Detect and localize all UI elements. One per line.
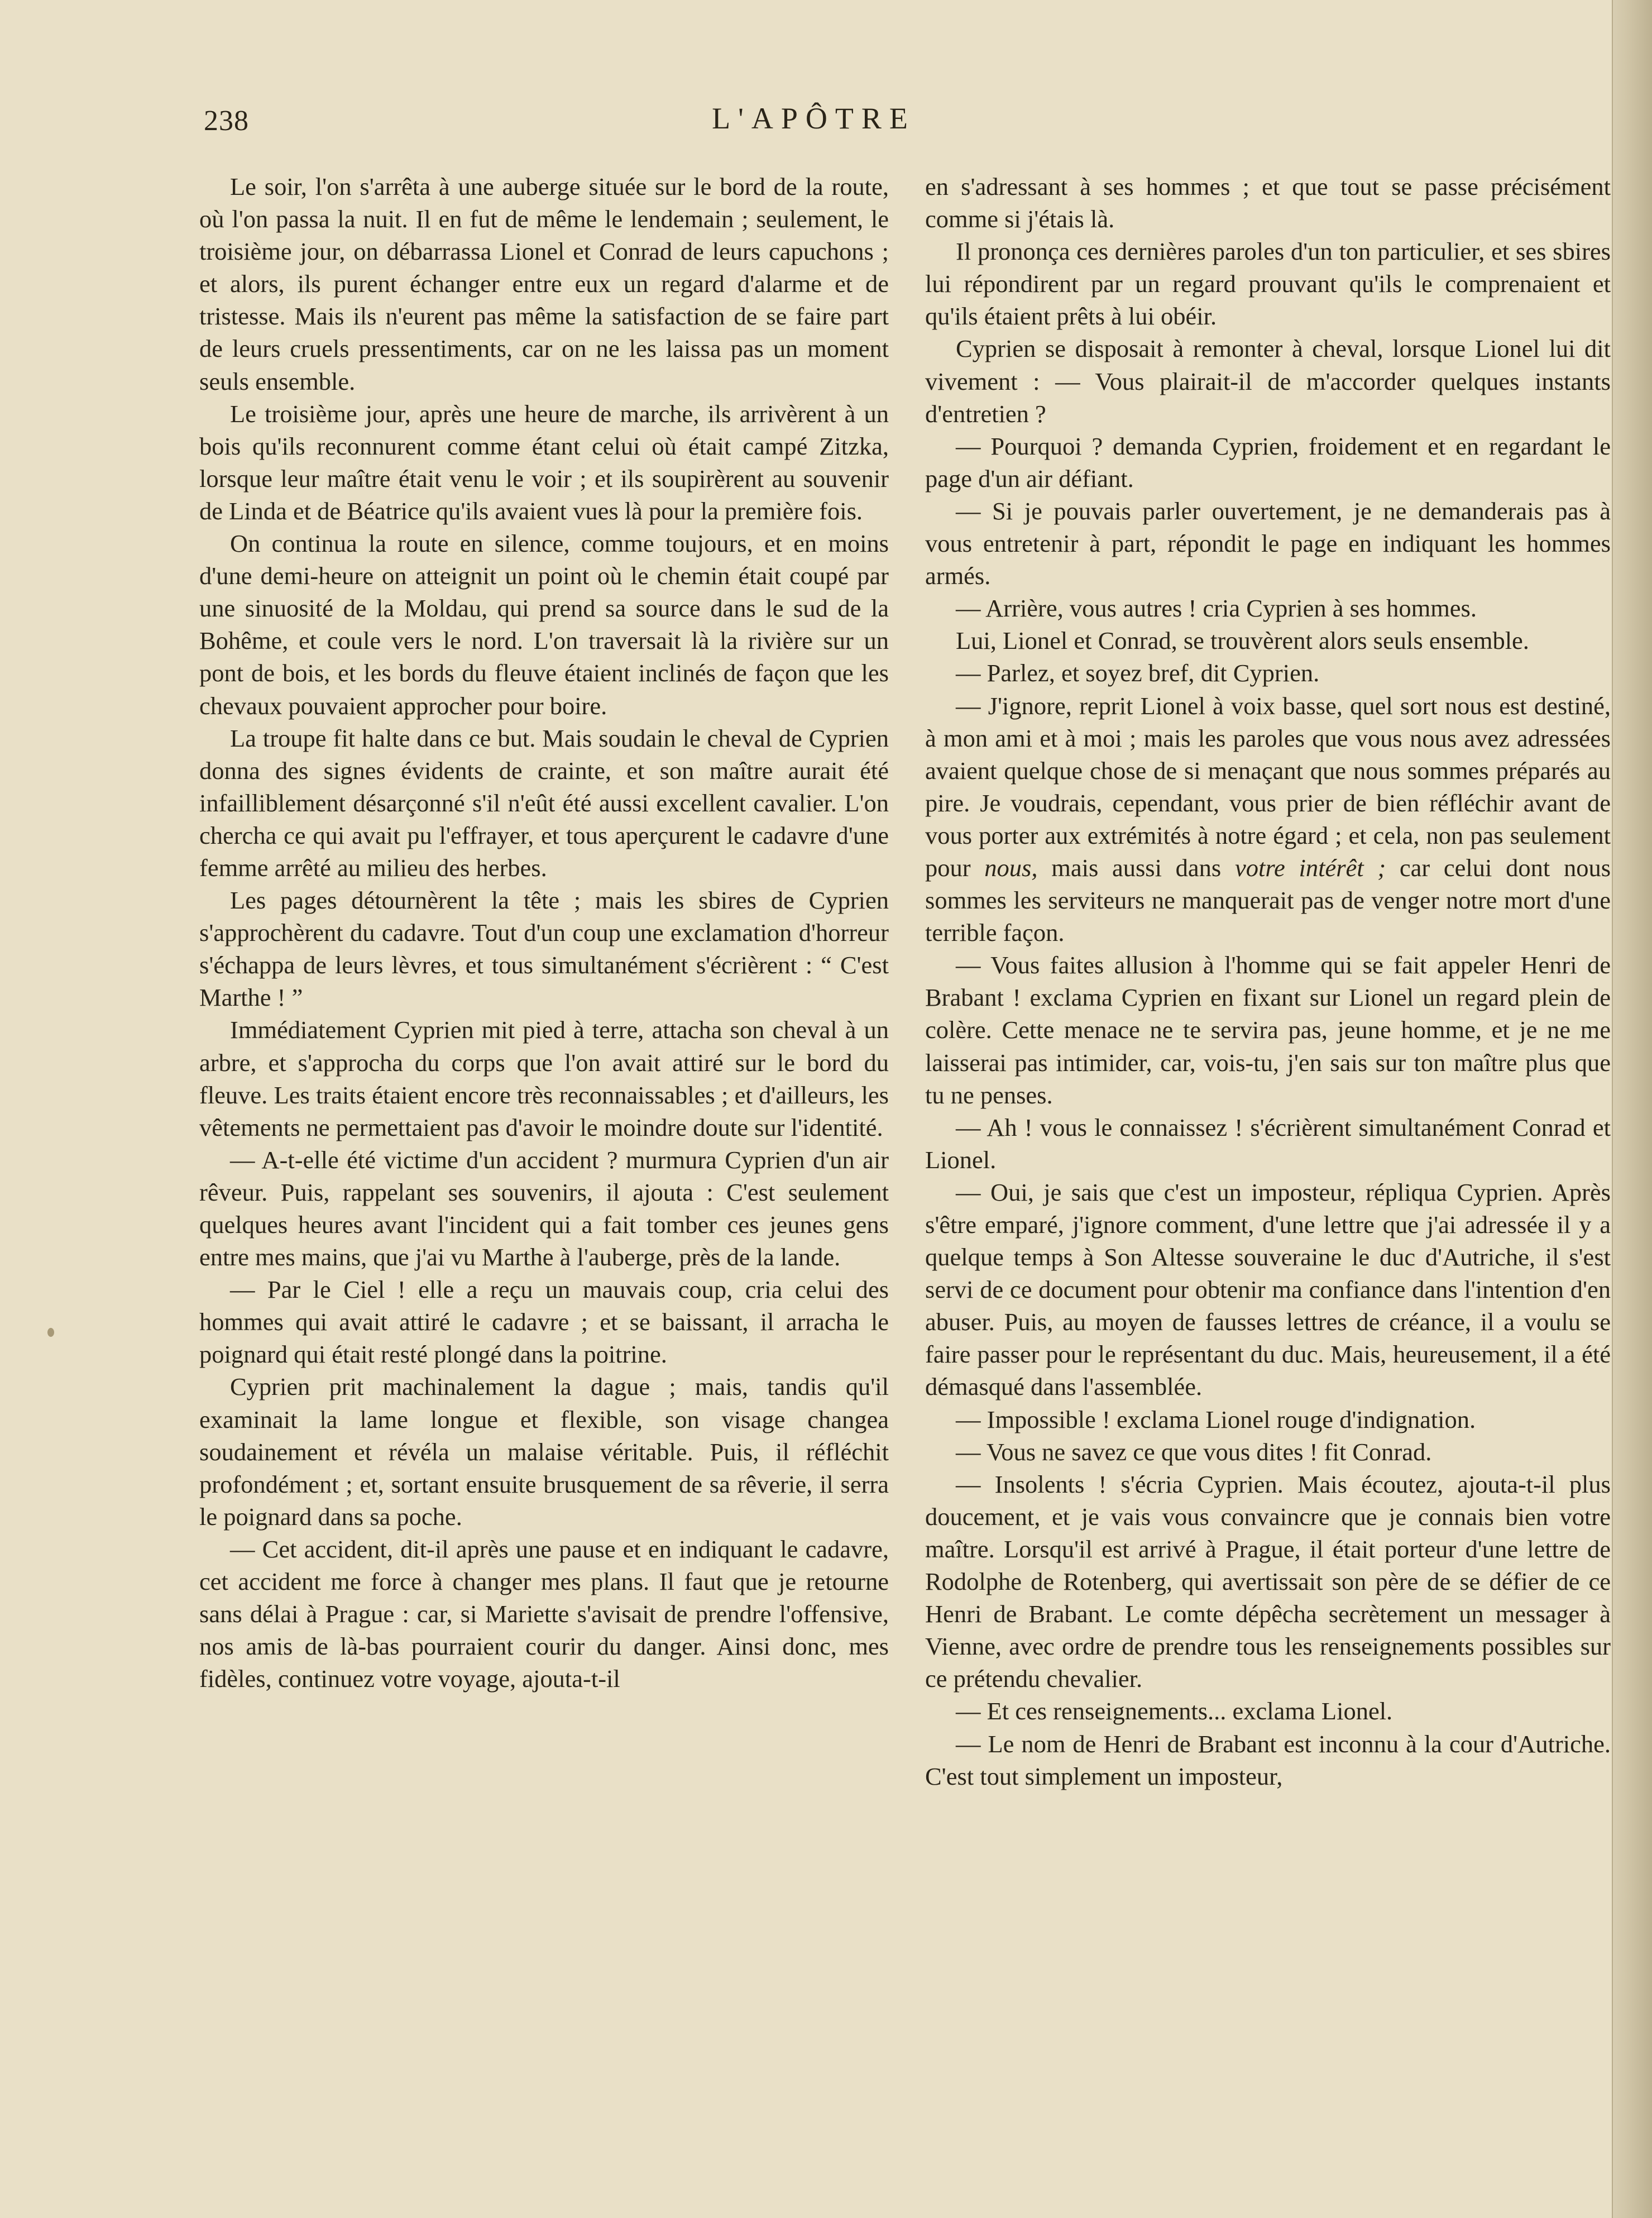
paragraph: Les pages détournèrent la tête ; mais les sbires de Cyprien s'approchèrent du cadavre. Tout d'un coup une exclamation d'horreur s'échappa de leurs lèvres, et tous simultanément s'écrièrent : “ C'est Marthe ! ” (199, 886, 889, 1012)
paragraph: — Parlez, et soyez bref, dit Cyprien. (956, 659, 1320, 687)
emphasis-votre-interet: votre intérêt ; (1234, 853, 1386, 882)
paragraph: — Par le Ciel ! elle a reçu un mauvais coup, cria celui des hommes qui avait attiré le cadavre ; et se baissant, il arracha le poignard qui était resté plongé dans la poitrine. (199, 1275, 889, 1369)
paragraph: Immédiatement Cyprien mit pied à terre, attacha son cheval à un arbre, et s'approcha du corps que l'on avait attiré sur le bord du fleuve. Les traits étaient encore très reconnaissables ; et d'ailleurs, les vêtements ne permettaient pas d'avoir le moindre doute sur l'identité. (199, 1016, 889, 1141)
paragraph: — Et ces renseignements... exclama Lionel. (956, 1697, 1393, 1725)
paragraph-continued: en s'adressant à ses hommes ; et que tout se passe précisément comme si j'étais là. (925, 173, 1611, 233)
paragraph: — Oui, je sais que c'est un imposteur, répliqua Cyprien. Après s'être emparé, j'ignore comment, d'une lettre que j'ai adressée il y a quelque temps à Son Altesse souveraine le duc d'Autriche, il s'est servi de ce document pour obtenir ma confiance dans l'intention d'en abuser. Puis, au moyen de fausses lettres de créance, il a voulu se faire passer pour le représentant du duc. Mais, heureusement, il a été démasqué dans l'assemblée. (925, 1178, 1611, 1401)
paragraph: — Vous faites allusion à l'homme qui se fait appeler Henri de Brabant ! exclama Cyprien en fixant sur Lionel un regard plein de colère. Cette menace ne te servira pas, jeune homme, et je ne me laisserai pas intimider, car, vois-tu, j'en sais sur ton maître plus que tu ne penses. (925, 951, 1611, 1109)
ink-spot (47, 1328, 54, 1337)
paragraph: — Cet accident, dit-il après une pause et en indiquant le cadavre, cet accident me force à changer mes plans. Il faut que je retourne sans délai à Prague : car, si Mariette s'avisait de prendre l'offensive, nos amis de là-bas pourraient courir du danger. Ainsi donc, mes fidèles, continuez votre voyage, ajouta-t-il (199, 1535, 889, 1693)
text-run: mais aussi dans (1037, 853, 1235, 882)
paragraph: — Ah ! vous le connaissez ! s'écrièrent simultanément Conrad et Lionel. (925, 1113, 1611, 1174)
paragraph: — Arrière, vous autres ! cria Cyprien à ses hommes. (956, 594, 1477, 623)
page-edge (1612, 0, 1652, 2218)
paragraph: La troupe fit halte dans ce but. Mais soudain le cheval de Cyprien donna des signes évidents de crainte, et son maître aurait été infailliblement désarçonné s'il n'eût été aussi excellent cavalier. L'on chercha ce qui avait pu l'effrayer, et tous aperçurent le cadavre d'une femme arrêté au milieu des herbes. (199, 724, 889, 882)
paragraph: Le troisième jour, après une heure de marche, ils arrivèrent à un bois qu'ils reconnurent comme étant celui où était campé Zitzka, lorsque leur maître était venu le voir ; et ils soupirèrent au souvenir de Linda et de Béatrice qu'ils avaient vues là pour la première fois. (199, 399, 889, 525)
paragraph: — A-t-elle été victime d'un accident ? murmura Cyprien d'un air rêveur. Puis, rappelant ses souvenirs, il ajouta : C'est seulement quelques heures avant l'incident qui a fait tomber ces jeunes gens entre mes mains, que j'ai vu Marthe à l'auberge, près de la lande. (199, 1145, 889, 1271)
paragraph: — Le nom de Henri de Brabant est inconnu à la cour d'Autriche. C'est tout simplement un imposteur, (925, 1729, 1611, 1790)
paragraph: — Insolents ! s'écria Cyprien. Mais écoutez, ajouta-t-il plus doucement, et je vais vous convaincre que je connais bien votre maître. Lorsqu'il est arrivé à Prague, il était porteur d'une lettre de Rodolphe de Rotenberg, qui avertissait son père de se défier de ce Henri de Brabant. Le comte dépêcha secrètement un messager à Vienne, avec ordre de prendre tous les renseignements possibles sur ce prétendu chevalier. (925, 1470, 1611, 1693)
paragraph: Lui, Lionel et Conrad, se trouvèrent alors seuls ensemble. (956, 627, 1529, 655)
running-title: L'APÔTRE (712, 102, 916, 135)
paragraph: — Impossible ! exclama Lionel rouge d'indignation. (956, 1405, 1476, 1433)
text-run: car celui dont nous sommes les serviteurs ne manquerait pas de venger notre mort d'une terrible façon. (925, 853, 1611, 947)
paragraph: Le soir, l'on s'arrêta à une auberge située sur le bord de la route, où l'on passa la nuit. Il en fut de même le lendemain ; seulement, le troisième jour, on débarrassa Lionel et Conrad de leurs capuchons ; et alors, ils purent échanger entre eux un regard d'alarme et de tristesse. Mais ils n'eurent pas même la satisfaction de se faire part de leurs cruels pressentiments, car on ne les laissa pas un moment seuls ensemble. (199, 173, 889, 395)
text-run: — J'ignore, reprit Lionel à voix basse, quel sort nous est destiné, à mon ami et à moi ; mais les paroles que vous nous avez adressées avaient quelque chose de si menaçant que nous sommes préparés au pire. Je voudrais, cependant, vous prier de bien réfléchir avant de vous porter aux extrémités à notre égard ; et cela, non pas seulement pour (925, 691, 1611, 882)
paragraph: — Vous ne savez ce que vous dites ! fit Conrad. (956, 1437, 1432, 1466)
paragraph: Il prononça ces dernières paroles d'un ton particulier, et ses sbires lui répondirent par un regard prouvant qu'ils le comprenaient et qu'ils étaient prêts à lui obéir. (925, 237, 1611, 331)
paragraph-with-emphasis (925, 690, 1611, 949)
running-header (204, 98, 1613, 148)
paragraph: On continua la route en silence, comme toujours, et en moins d'une demi-heure on atteignit un point où le chemin était coupé par une sinuosité de la Moldau, qui prend sa source dans le sud de la Bohême, et coule vers le nord. L'on traversait là la rivière sur un pont de bois, et les bords du fleuve étaient inclinés de façon que les chevaux pouvaient approcher pour boire. (199, 529, 889, 720)
right-column (925, 170, 1611, 1792)
emphasis-nous: nous, (984, 853, 1038, 882)
page-number: 238 (204, 105, 249, 137)
paragraph: Cyprien prit machinalement la dague ; mais, tandis qu'il examinait la lame longue et flexible, son visage changea soudainement et révéla un malaise véritable. Puis, il réfléchit profondément ; et, sortant ensuite brusquement de sa rêverie, il serra le poignard dans sa poche. (199, 1373, 889, 1531)
paragraph: — Pourquoi ? demanda Cyprien, froidement et en regardant le page d'un air défiant. (925, 432, 1611, 493)
paragraph: — Si je pouvais parler ouvertement, je ne demanderais pas à vous entretenir à part, répondit le page en indiquant les hommes armés. (925, 496, 1611, 590)
paragraph: Cyprien se disposait à remonter à cheval, lorsque Lionel lui dit vivement : — Vous plairait-il de m'accorder quelques instants d'entretien ? (925, 334, 1611, 428)
left-column (199, 170, 889, 1695)
